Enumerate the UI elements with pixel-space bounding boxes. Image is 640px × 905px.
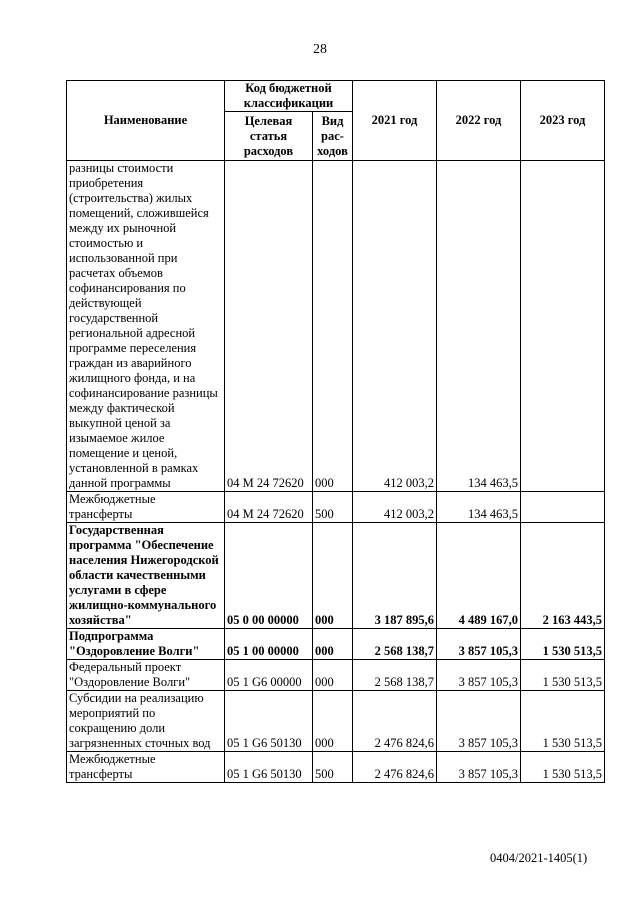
row-name: разницы стоимости приобретения (строительства) жилых помещений, сложившейся между их рыночной стоимостью и использованной при расчетах объемов софинансирования по действующей государственной региональной адресной программе переселения граждан из аварийного жилищного фонда, и на софинансирование разницы между фактической выкупной ценой за изымаемое жилое помещение и ценой, установленной в рамках данной программы: [67, 161, 225, 492]
row-2022: 4 489 167,0: [437, 523, 521, 629]
row-2021: 412 003,2: [353, 161, 437, 492]
row-2023: 1 530 513,5: [521, 752, 605, 783]
row-name: Субсидии на реализацию мероприятий по сокращению доли загрязненных сточных вод: [67, 691, 225, 752]
row-name: Государственная программа "Обеспечение населения Нижегородской области качественными услугами в сфере жилищно-коммунального хозяйства": [67, 523, 225, 629]
row-code: 04 М 24 72620: [225, 161, 313, 492]
row-vid: 000: [313, 691, 353, 752]
table-row: [67, 691, 605, 752]
row-2023: 1 530 513,5: [521, 691, 605, 752]
table-row: [67, 161, 605, 492]
row-code: 04 М 24 72620: [225, 492, 313, 523]
row-2021: 2 568 138,7: [353, 629, 437, 660]
row-vid: 000: [313, 629, 353, 660]
row-vid: 500: [313, 752, 353, 783]
document-code: 0404/2021-1405(1): [490, 851, 588, 865]
header-2021: 2021 год: [353, 81, 437, 161]
table-row: [67, 523, 605, 629]
header-vid: Вид рас-ходов: [313, 112, 353, 161]
row-2022: 3 857 105,3: [437, 660, 521, 691]
row-2021: 3 187 895,6: [353, 523, 437, 629]
row-name: Федеральный проект "Оздоровление Волги": [67, 660, 225, 691]
row-vid: 000: [313, 161, 353, 492]
table-row: [67, 492, 605, 523]
row-2023: [521, 161, 605, 492]
row-2022: 134 463,5: [437, 161, 521, 492]
row-code: 05 1 G6 50130: [225, 752, 313, 783]
row-code: 05 1 G6 50130: [225, 691, 313, 752]
row-2023: 1 530 513,5: [521, 660, 605, 691]
table-row: [67, 660, 605, 691]
row-2021: 412 003,2: [353, 492, 437, 523]
row-2022: 134 463,5: [437, 492, 521, 523]
row-2022: 3 857 105,3: [437, 752, 521, 783]
row-name: Подпрограмма "Оздоровление Волги": [67, 629, 225, 660]
header-code-group: Код бюджетной классификации: [225, 81, 353, 112]
header-2023: 2023 год: [521, 81, 605, 161]
row-name: Межбюджетные трансферты: [67, 752, 225, 783]
row-2022: 3 857 105,3: [437, 629, 521, 660]
row-2021: 2 568 138,7: [353, 660, 437, 691]
row-code: 05 0 00 00000: [225, 523, 313, 629]
table-row: [67, 752, 605, 783]
row-code: 05 1 00 00000: [225, 629, 313, 660]
header-name: Наименование: [67, 81, 225, 161]
row-2023: 1 530 513,5: [521, 629, 605, 660]
row-name: Межбюджетные трансферты: [67, 492, 225, 523]
budget-table: [66, 80, 605, 783]
header-2022: 2022 год: [437, 81, 521, 161]
row-2023: [521, 492, 605, 523]
row-vid: 000: [313, 523, 353, 629]
row-2023: 2 163 443,5: [521, 523, 605, 629]
row-code: 05 1 G6 00000: [225, 660, 313, 691]
page-number: 28: [313, 42, 327, 57]
table-row: [67, 629, 605, 660]
row-2021: 2 476 824,6: [353, 752, 437, 783]
row-2021: 2 476 824,6: [353, 691, 437, 752]
row-vid: 500: [313, 492, 353, 523]
row-2022: 3 857 105,3: [437, 691, 521, 752]
row-vid: 000: [313, 660, 353, 691]
header-target: Целевая статья расходов: [225, 112, 313, 161]
